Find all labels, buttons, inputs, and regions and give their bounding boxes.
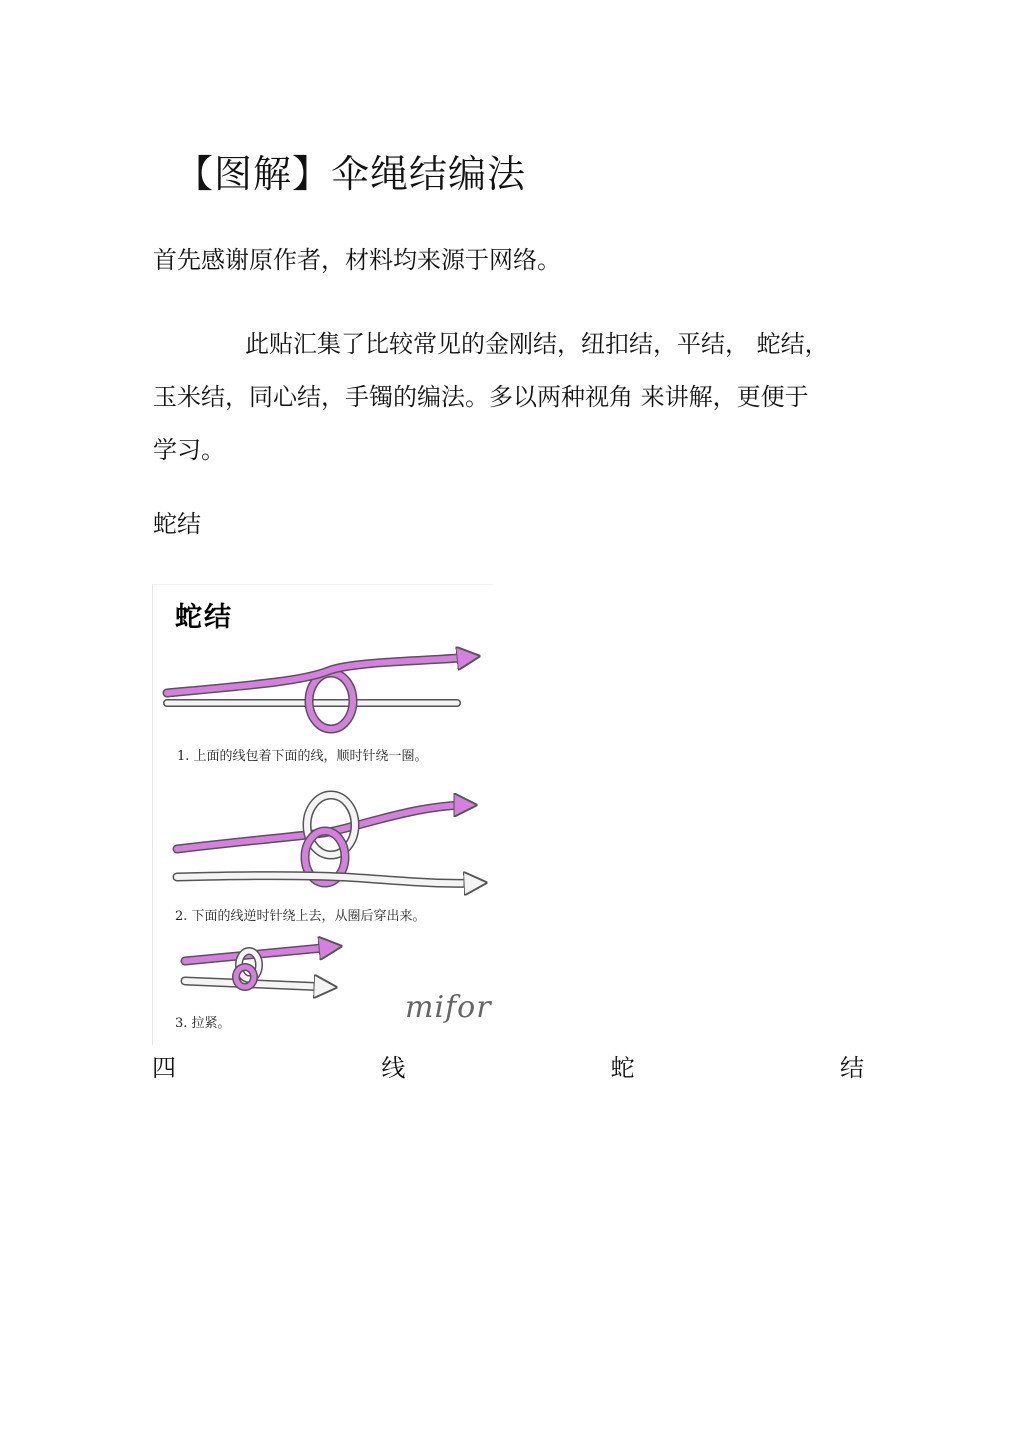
section-heading-snake-knot: 蛇结 xyxy=(153,510,201,538)
intro-paragraph xyxy=(153,318,865,477)
intro-line-1 xyxy=(153,318,865,371)
intro-line-2: 玉米结，同心结，手镯的编法。多以两种视角 来讲解，更便于 xyxy=(153,383,809,411)
heading-char: 结 xyxy=(839,1054,864,1082)
document-title: 【图解】伞绳结编法 xyxy=(175,152,527,196)
diagram-step-2: 2. 下面的线逆时针绕上去，从圈后穿出来。 xyxy=(175,909,426,924)
next-section-heading xyxy=(152,1050,864,1086)
knot-illustration xyxy=(153,585,493,1045)
diagram-watermark: mifor xyxy=(405,990,492,1025)
acknowledgement-text: 首先感谢原作者，材料均来源于网络。 xyxy=(153,246,561,274)
snake-knot-diagram xyxy=(152,584,493,1045)
heading-char: 四 xyxy=(152,1054,176,1082)
intro-line-3: 学习。 xyxy=(153,436,225,464)
step2-cords xyxy=(177,795,478,883)
intro-line-1-text: 此贴汇集了比较常见的金刚结，纽扣结，平结， 蛇结， xyxy=(245,330,829,358)
heading-char: 蛇 xyxy=(610,1054,635,1082)
diagram-step-1: 1. 上面的线包着下面的线，顺时针绕一圈。 xyxy=(177,749,428,764)
step3-cords xyxy=(185,947,333,987)
heading-char: 线 xyxy=(381,1054,406,1082)
step1-cords xyxy=(167,657,471,729)
diagram-title: 蛇结 xyxy=(175,602,233,633)
diagram-step-3: 3. 拉紧。 xyxy=(175,1016,231,1031)
